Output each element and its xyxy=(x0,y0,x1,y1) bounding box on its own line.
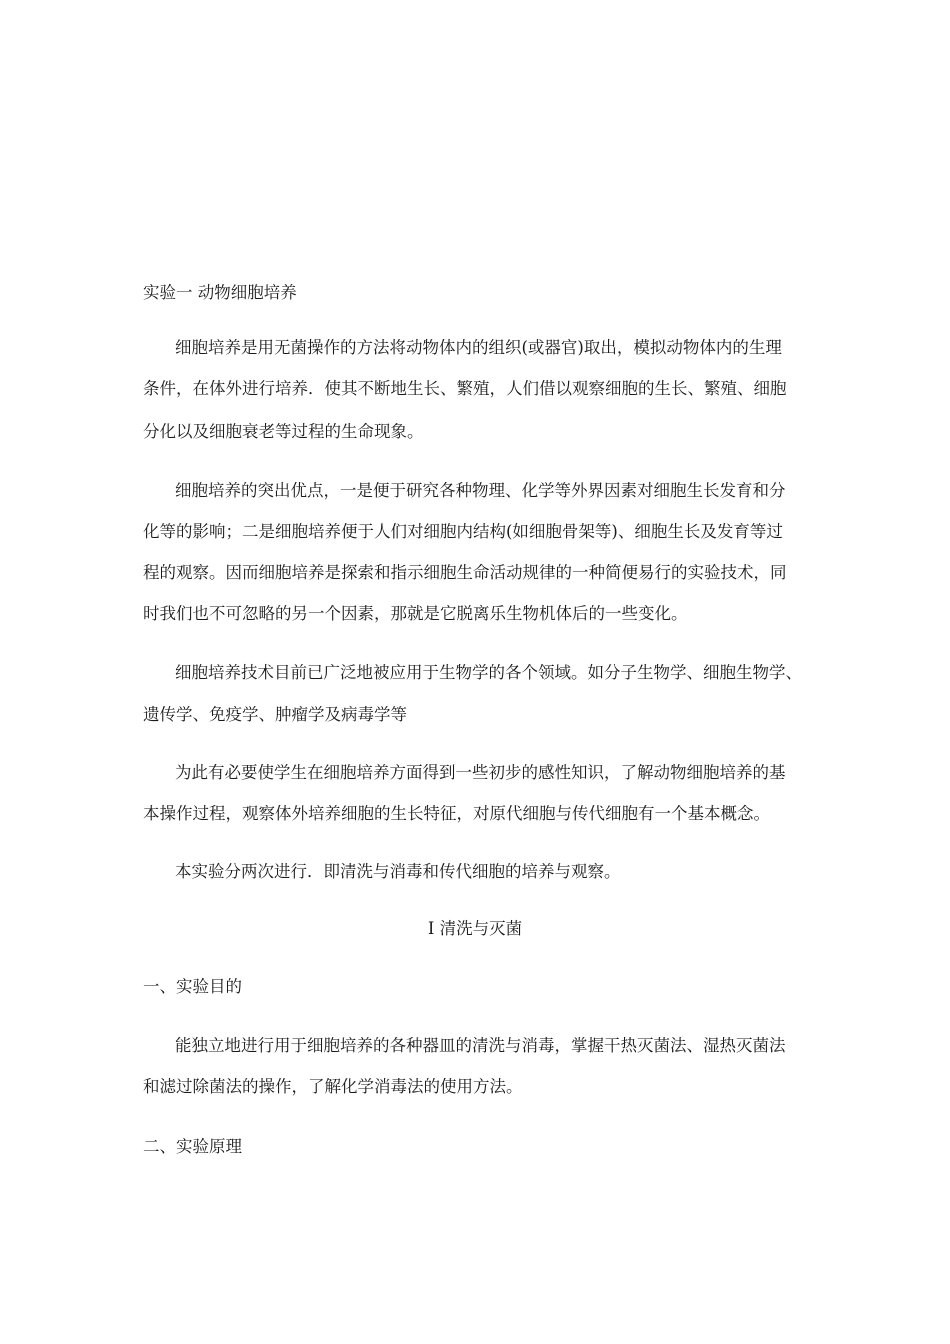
paragraph-4-line-1: 为此有必要使学生在细胞培养方面得到一些初步的感性知识，了解动物细胞培养的基 xyxy=(175,763,786,782)
subsection-1-heading: 一、实验目的 xyxy=(143,977,242,996)
paragraph-2-line-4: 时我们也不可忽略的另一个因素，那就是它脱离乐生物机体后的一些变化。 xyxy=(143,604,688,623)
subsection-1-line-2: 和滤过除菌法的操作，了解化学消毒法的使用方法。 xyxy=(143,1077,523,1096)
paragraph-1-line-3: 分化以及细胞衰老等过程的生命现象。 xyxy=(143,422,424,441)
paragraph-3-line-1: 细胞培养技术目前已广泛地被应用于生物学的各个领域。如分子生物学、细胞生物学、 xyxy=(175,663,802,682)
paragraph-1-line-2: 条件，在体外进行培养．使其不断地生长、繁殖，人们借以观察细胞的生长、繁殖、细胞 xyxy=(143,379,787,398)
document-title: 实验一 动物细胞培养 xyxy=(143,283,297,302)
paragraph-1-line-1: 细胞培养是用无菌操作的方法将动物体内的组织(或器官)取出，模拟动物体内的生理 xyxy=(175,338,782,357)
paragraph-2-line-3: 程的观察。因而细胞培养是探索和指示细胞生命活动规律的一种简便易行的实验技术，同 xyxy=(143,563,787,582)
section-heading: Ⅰ 清洗与灭菌 xyxy=(427,919,523,938)
subsection-1-line-1: 能独立地进行用于细胞培养的各种器皿的清洗与消毒，掌握干热灭菌法、湿热灭菌法 xyxy=(175,1036,786,1055)
paragraph-2-line-2: 化等的影响；二是细胞培养便于人们对细胞内结构(如细胞骨架等)、细胞生长及发育等过 xyxy=(143,522,783,541)
paragraph-5-line-1: 本实验分两次进行．即清洗与消毒和传代细胞的培养与观察。 xyxy=(175,862,621,881)
paragraph-4-line-2: 本操作过程，观察体外培养细胞的生长特征，对原代细胞与传代细胞有一个基本概念。 xyxy=(143,804,770,823)
paragraph-2-line-1: 细胞培养的突出优点，一是便于研究各种物理、化学等外界因素对细胞生长发育和分 xyxy=(175,481,786,500)
paragraph-3-line-2: 遗传学、免疫学、肿瘤学及病毒学等 xyxy=(143,705,407,724)
subsection-2-heading: 二、实验原理 xyxy=(143,1137,242,1156)
